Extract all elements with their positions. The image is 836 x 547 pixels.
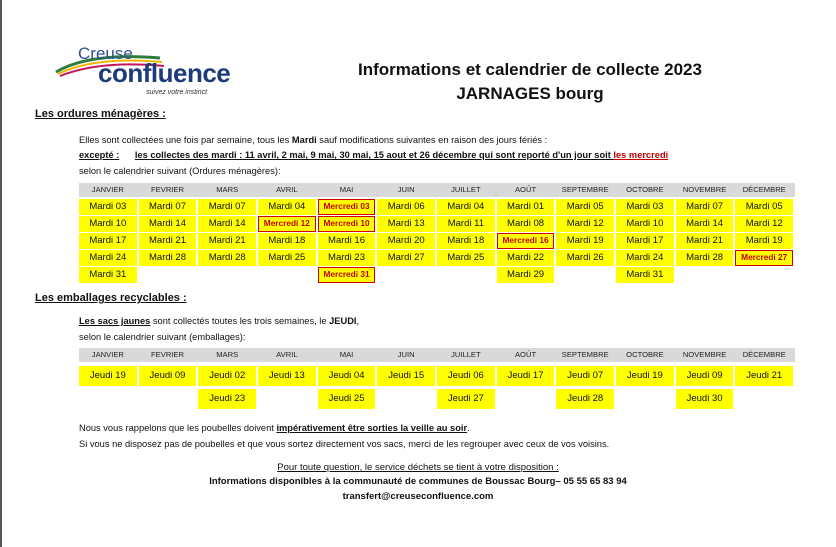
collection-date-cell: Mardi 20 <box>377 233 435 249</box>
month-header: OCTOBRE <box>626 185 664 194</box>
month-header: JUILLET <box>451 185 481 194</box>
collection-date-cell: Jeudi 17 <box>497 366 555 386</box>
table-row <box>79 267 795 283</box>
text-fragment: , <box>356 316 360 326</box>
emballages-calendar-table <box>79 348 795 412</box>
month-header-row <box>79 348 795 362</box>
month-header: AVRIL <box>276 350 298 359</box>
logo-tagline: suivez votre instinct <box>146 89 208 96</box>
sacs-jaunes-label: Les sacs jaunes <box>79 316 151 326</box>
collection-date-cell: Jeudi 02 <box>198 366 256 386</box>
collection-date-cell: Mardi 04 <box>437 199 495 215</box>
collection-date-cell: Mardi 31 <box>79 267 137 283</box>
month-header: MAI <box>339 350 354 359</box>
collection-date-cell: Jeudi 06 <box>437 366 495 386</box>
collection-date-cell: Jeudi 07 <box>556 366 614 386</box>
collection-date-cell: Mardi 07 <box>198 199 256 215</box>
month-header: SEPTEMBRE <box>561 350 609 359</box>
collection-date-cell: Mardi 18 <box>437 233 495 249</box>
month-header: JUILLET <box>451 350 481 359</box>
collection-date-cell: Mardi 14 <box>139 216 197 232</box>
empty-cell <box>258 267 316 283</box>
exception-dates: les collectes des mardi : 11 avril, 2 mai, 9 mai, 30 mai, 15 aout et 26 décembre qui sont reporté d'un jour soit <box>134 150 614 160</box>
collection-date-cell: Mardi 28 <box>139 250 197 266</box>
collection-date-cell: Mardi 17 <box>616 233 674 249</box>
empty-cell <box>198 267 256 283</box>
empty-cell <box>497 389 555 409</box>
collection-date-cell: Mardi 12 <box>735 216 793 232</box>
month-header: OCTOBRE <box>626 350 664 359</box>
table-row <box>79 199 795 215</box>
menageres-line-3: selon le calendrier suivant (Ordures ménagères): <box>79 166 281 176</box>
month-header: DÉCEMBRE <box>742 185 786 194</box>
logo-word-creuse: Creuse <box>78 44 133 63</box>
menageres-calendar-table <box>79 183 795 284</box>
collection-date-cell: Jeudi 13 <box>258 366 316 386</box>
collection-date-cell: Mardi 28 <box>198 250 256 266</box>
month-header: NOVEMBRE <box>682 185 727 194</box>
collection-date-cell: Mercredi 27 <box>735 250 793 266</box>
footer-line-2: Informations disponibles à la communauté de communes de Boussac Bourg– 05 55 65 83 94 <box>209 476 627 487</box>
collection-date-cell: Mardi 26 <box>556 250 614 266</box>
logo <box>50 44 250 104</box>
collection-date-cell: Jeudi 27 <box>437 389 495 409</box>
title-line-2: JARNAGES bourg <box>456 84 604 103</box>
collection-date-cell: Mardi 11 <box>437 216 495 232</box>
month-header: SEPTEMBRE <box>561 185 609 194</box>
text-fragment-bold: Mardi <box>291 135 317 145</box>
collection-date-cell: Mardi 24 <box>79 250 137 266</box>
note-line-2: Si vous ne disposez pas de poubelles et que vous sortez directement vos sacs, merci de les regrouper avec ceux de vos voisins. <box>79 439 610 449</box>
collection-date-cell: Mardi 21 <box>676 233 734 249</box>
table-row <box>79 250 795 266</box>
collection-date-cell: Mardi 27 <box>377 250 435 266</box>
collection-date-cell: Jeudi 21 <box>735 366 793 386</box>
empty-cell <box>377 389 435 409</box>
collection-date-cell: Mardi 14 <box>676 216 734 232</box>
collection-date-cell: Jeudi 09 <box>676 366 734 386</box>
collection-date-cell: Mardi 06 <box>377 199 435 215</box>
collection-date-cell: Mardi 01 <box>497 199 555 215</box>
collection-date-cell: Mercredi 03 <box>318 199 376 215</box>
collection-date-cell: Jeudi 15 <box>377 366 435 386</box>
collection-date-cell: Mardi 04 <box>258 199 316 215</box>
month-header: FEVRIER <box>151 350 184 359</box>
month-header: JUIN <box>397 185 415 194</box>
month-header: MARS <box>216 185 239 194</box>
month-header-row <box>79 183 795 197</box>
collection-date-cell: Mardi 17 <box>79 233 137 249</box>
empty-cell <box>79 389 137 409</box>
collection-date-cell: Mardi 08 <box>497 216 555 232</box>
collection-date-cell: Mardi 10 <box>616 216 674 232</box>
collection-date-cell: Mardi 19 <box>735 233 793 249</box>
text-fragment: . <box>467 423 470 433</box>
collection-date-cell: Mardi 25 <box>258 250 316 266</box>
month-header: JANVIER <box>91 350 124 359</box>
collection-date-cell: Mardi 16 <box>318 233 376 249</box>
collection-date-cell: Mardi 12 <box>556 216 614 232</box>
text-fragment: sont collectés toutes les trois semaines, le <box>150 316 330 326</box>
empty-cell <box>139 389 197 409</box>
collection-date-cell: Jeudi 09 <box>139 366 197 386</box>
collection-date-cell: Mercredi 12 <box>258 216 316 232</box>
logo-word-confluence: confluence <box>98 58 231 88</box>
collection-date-cell: Jeudi 25 <box>318 389 376 409</box>
collection-date-cell: Mardi 05 <box>735 199 793 215</box>
collection-date-cell: Mercredi 31 <box>318 267 376 283</box>
section-heading-emballages: Les emballages recyclables : <box>35 292 187 304</box>
collection-date-cell: Jeudi 28 <box>556 389 614 409</box>
month-header: MAI <box>339 185 354 194</box>
text-fragment-bold: JEUDI <box>329 316 357 326</box>
month-header: NOVEMBRE <box>682 350 727 359</box>
month-header: JUIN <box>397 350 415 359</box>
empty-cell <box>377 267 435 283</box>
collection-date-cell: Mardi 21 <box>139 233 197 249</box>
footer-line-1: Pour toute question, le service déchets se tient à votre disposition : <box>277 462 559 473</box>
text-fragment: sauf modifications suivantes en raison des jours fériés : <box>316 135 548 145</box>
collection-date-cell: Mardi 07 <box>139 199 197 215</box>
month-header: DÉCEMBRE <box>742 350 786 359</box>
month-header: MARS <box>216 350 239 359</box>
month-header: FEVRIER <box>151 185 184 194</box>
empty-cell <box>258 389 316 409</box>
empty-cell <box>676 267 734 283</box>
text-fragment: Nous vous rappelons que les poubelles doivent <box>79 423 277 433</box>
collection-date-cell: Mardi 21 <box>198 233 256 249</box>
empty-cell <box>735 267 793 283</box>
collection-date-cell: Mardi 10 <box>79 216 137 232</box>
empty-cell <box>556 267 614 283</box>
collection-date-cell: Jeudi 23 <box>198 389 256 409</box>
collection-date-cell: Mardi 18 <box>258 233 316 249</box>
month-header: AOÛT <box>514 350 537 359</box>
collection-date-cell: Jeudi 30 <box>676 389 734 409</box>
emballages-line-1 <box>79 316 359 326</box>
exception-mercredi: les mercredi <box>613 150 669 160</box>
title-line-1: Informations et calendrier de collecte 2023 <box>358 60 702 79</box>
collection-date-cell: Mardi 03 <box>79 199 137 215</box>
table-row <box>79 389 795 409</box>
collection-date-cell: Mardi 07 <box>676 199 734 215</box>
collection-date-cell: Mercredi 10 <box>318 216 376 232</box>
collection-date-cell: Jeudi 04 <box>318 366 376 386</box>
excepte-label: excepté : <box>79 150 120 160</box>
footer-email[interactable]: transfert@creuseconfluence.com <box>342 491 494 502</box>
table-row <box>79 366 795 386</box>
collection-date-cell: Mardi 24 <box>616 250 674 266</box>
table-row <box>79 216 795 232</box>
collection-date-cell: Mardi 03 <box>616 199 674 215</box>
collection-date-cell: Mardi 19 <box>556 233 614 249</box>
collection-date-cell: Mardi 13 <box>377 216 435 232</box>
table-row <box>79 233 795 249</box>
menageres-line-2 <box>79 150 668 160</box>
empty-cell <box>437 267 495 283</box>
page-title <box>330 58 730 106</box>
collection-date-cell: Mardi 28 <box>676 250 734 266</box>
collection-date-cell: Mardi 23 <box>318 250 376 266</box>
collection-date-cell: Mardi 31 <box>616 267 674 283</box>
collection-date-cell: Jeudi 19 <box>79 366 137 386</box>
emballages-line-2: selon le calendrier suivant (emballages): <box>79 332 246 342</box>
month-header: JANVIER <box>91 185 124 194</box>
collection-date-cell: Jeudi 19 <box>616 366 674 386</box>
collection-date-cell: Mardi 22 <box>497 250 555 266</box>
empty-cell <box>139 267 197 283</box>
text-fragment-bold: impérativement être sorties la veille au soir <box>276 423 468 433</box>
note-line-1 <box>79 423 470 433</box>
collection-date-cell: Mardi 29 <box>497 267 555 283</box>
month-header: AVRIL <box>276 185 298 194</box>
collection-date-cell: Mardi 14 <box>198 216 256 232</box>
menageres-line-1 <box>79 135 547 145</box>
empty-cell <box>735 389 793 409</box>
collection-date-cell: Mardi 25 <box>437 250 495 266</box>
empty-cell <box>616 389 674 409</box>
text-fragment: Elles sont collectées une fois par semaine, tous les <box>79 135 292 145</box>
month-header: AOÛT <box>514 185 537 194</box>
collection-date-cell: Mercredi 16 <box>497 233 555 249</box>
collection-date-cell: Mardi 05 <box>556 199 614 215</box>
section-heading-menageres: Les ordures ménagères : <box>35 108 166 120</box>
